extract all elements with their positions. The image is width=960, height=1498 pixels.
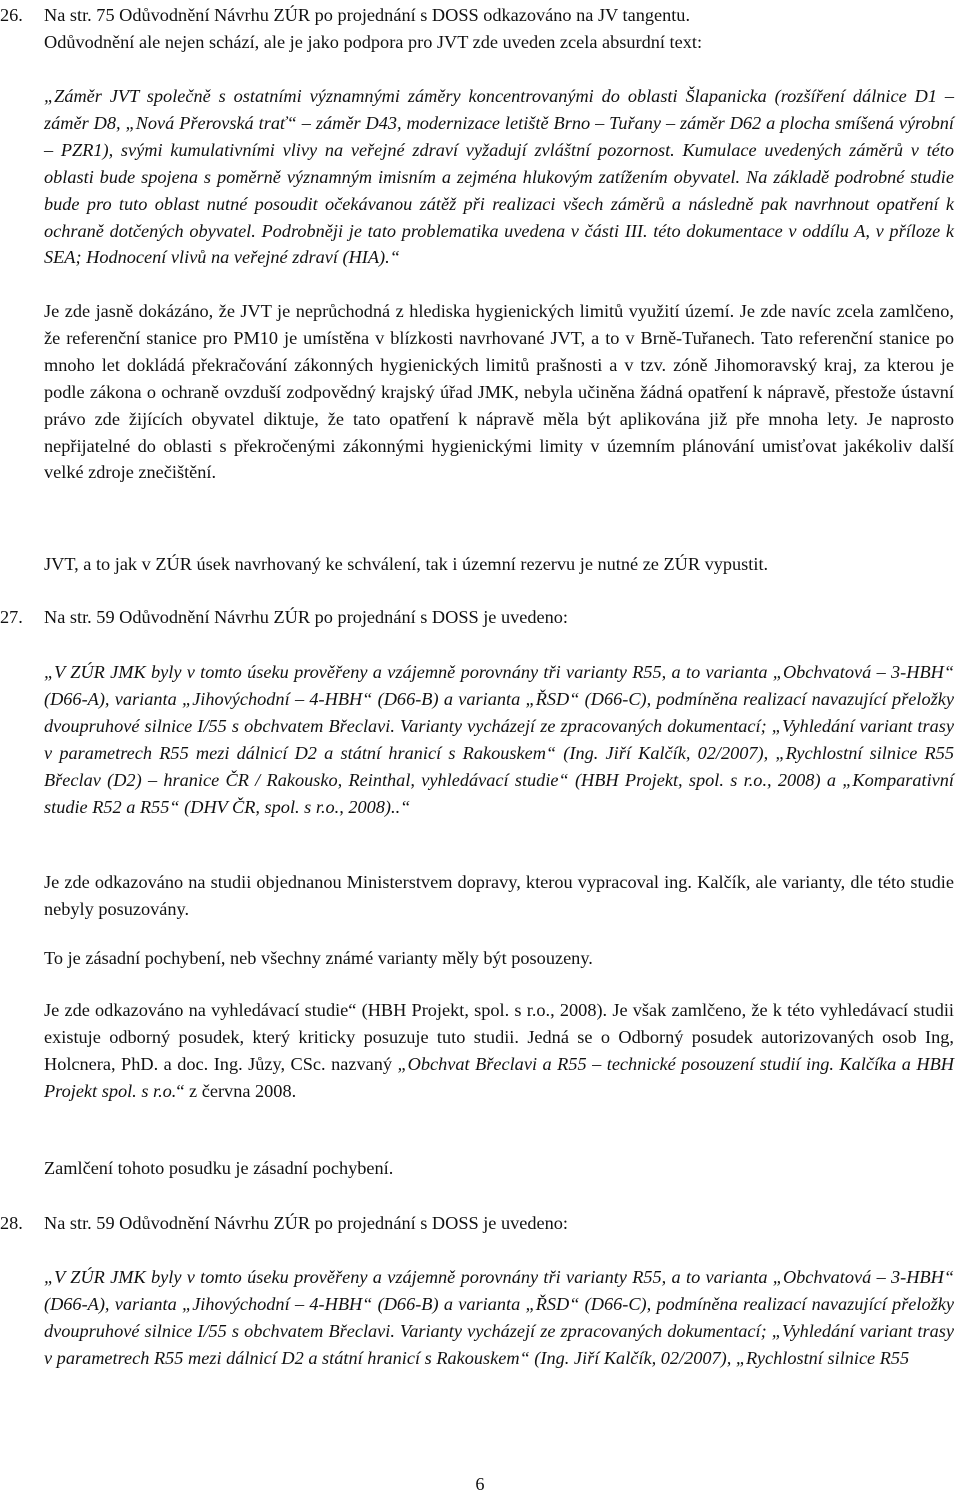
item-number: 27. — [0, 607, 23, 627]
item-28-quote: „V ZÚR JMK byly v tomto úseku prověřeny a vzájemně porovnány tři varianty R55, a to varianta „Obchvatová – 3-HBH“ (D66-A), varianta „Jihovýchodní – 4-HBH“ (D66-B) a varianta „ŘSD“ (D66-C), podmíněna realizací navazující přeložky dvoupruhové silnice I/55 s obchvatem Břeclavi. Varianty vycházejí ze zpracovaných dokumentací; „Vyhledání variant trasy v parametrech R55 mezi dálnicí D2 a státní hranicí s Rakouskem“ (Ing. Jiří Kalčík, 02/2007), „Rychlostní silnice R55 — [44, 1267, 954, 1368]
item-27-heading — [0, 604, 568, 631]
item-heading-text: Na str. 75 Odůvodnění Návrhu ZÚR po projednání s DOSS odkazováno na JV tangentu. — [44, 5, 691, 25]
item-26-quote: „Záměr JVT společně s ostatními významnými záměry koncentrovanými do oblasti Šlapanicka (rozšíření dálnice D1 – záměr D8, „Nová Přerovská trať“ – záměr D43, modernizace letiště Brno – Tuřany – záměr D62 a plocha smíšená výrobní – PZR1), svými kumulativními vlivy na veřejné zdraví vyžadují zvláštní pozornost. Kumulace uvedených záměrů v této oblasti bude spojena s poměrně významným imisním a zejména hlukovým zatížením obyvatel. Na základě podrobné studie bude pro tuto oblast nutné posoudit očekávanou zátěž při realizaci všech záměrů a následně pak navrhnout opatření k ochraně dotčených obyvatel. Podrobněji je tato problematika uvedena v části III. této dokumentace v oddílu A, v příloze k SEA; Hodnocení vlivů na veřejné zdraví (HIA).“ — [44, 86, 954, 268]
item-heading-text: Na str. 59 Odůvodnění Návrhu ZÚR po projednání s DOSS je uvedeno: — [44, 1213, 568, 1233]
item-26-lead: Odůvodnění ale nejen schází, ale je jako podpora pro JVT zde uveden zcela absurdní text: — [44, 32, 703, 52]
item-27-paragraph-4: Zamlčení tohoto posudku je zásadní pochybení. — [44, 1158, 394, 1178]
item-number: 28. — [0, 1213, 23, 1233]
item-26-heading — [0, 2, 690, 29]
paragraph-text: Je zde odkazováno na vyhledávací studie“ (HBH Projekt, spol. s r.o., 2008). Je však zamlčeno, že k této vyhledávací studii existuje odborný posudek, který kriticky posuzuje tuto studii. Jedná se o Odborný posudek autorizovaných osob Ing, Holcnera, PhD. a doc. Ing. Jůzy, CSc. nazvaný — [44, 1000, 954, 1074]
item-27-paragraph-3 — [44, 997, 954, 1105]
page-number: 6 — [475, 1474, 485, 1494]
item-27-paragraph-2: To je zásadní pochybení, neb všechny známé varianty měly být posouzeny. — [44, 948, 593, 968]
item-26-paragraph-1: Je zde jasně dokázáno, že JVT je neprůchodná z hlediska hygienických limitů využití území. Je zde navíc zcela zamlčeno, že referenční stanice pro PM10 je umístěna v blízkosti navrhované JVT, a to v Brně-Tuřanech. Tato referenční stanice po mnoho let dokládá překračování zákonných hygienických limitů prašnosti a v tzv. zóně Jihomoravský kraj, za kterou je podle zákona o ochraně ovzduší zodpovědný krajský úřad JMK, nebyla učiněna žádná opatření k nápravě, přestože ústavní právo zde žijících obyvatel diktuje, že tato opatření k nápravě měla být aplikována již pře mnoha lety. Je naprosto nepřijatelné do oblasti s překročenými zákonnými hygienickými limity v územním plánování umisťovat jakékoliv další velké zdroje znečištění. — [44, 301, 954, 483]
item-28-heading — [0, 1210, 568, 1237]
item-number: 26. — [0, 5, 23, 25]
paragraph-tail: “ z června 2008. — [176, 1080, 297, 1101]
item-heading-text: Na str. 59 Odůvodnění Návrhu ZÚR po projednání s DOSS je uvedeno: — [44, 607, 568, 627]
item-26-paragraph-2: JVT, a to jak v ZÚR úsek navrhovaný ke schválení, tak i územní rezervu je nutné ze ZÚR vypustit. — [44, 554, 769, 574]
item-27-paragraph-1: Je zde odkazováno na studii objednanou Ministerstvem dopravy, kterou vypracoval ing. Kalčík, ale varianty, dle této studie nebyly posuzovány. — [44, 872, 954, 919]
posudek-title: „Obchvat Břeclavi a R55 – technické posouzení studií ing. Kalčíka a HBH Projekt spol. s r.o. — [44, 1053, 954, 1101]
item-27-quote: „V ZÚR JMK byly v tomto úseku prověřeny a vzájemně porovnány tři varianty R55, a to varianta „Obchvatová – 3-HBH“ (D66-A), varianta „Jihovýchodní – 4-HBH“ (D66-B) a varianta „ŘSD“ (D66-C), podmíněna realizací navazující přeložky dvoupruhové silnice I/55 s obchvatem Břeclavi. Varianty vycházejí ze zpracovaných dokumentací; „Vyhledání variant trasy v parametrech R55 mezi dálnicí D2 a státní hranicí s Rakouskem“ (Ing. Jiří Kalčík, 02/2007), „Rychlostní silnice R55 Břeclav (D2) – hranice ČR / Rakousko, Reinthal, vyhledávací studie“ (HBH Projekt, spol. s r.o., 2008) a „Komparativní studie R52 a R55“ (DHV ČR, spol. s r.o., 2008)..“ — [44, 662, 954, 817]
